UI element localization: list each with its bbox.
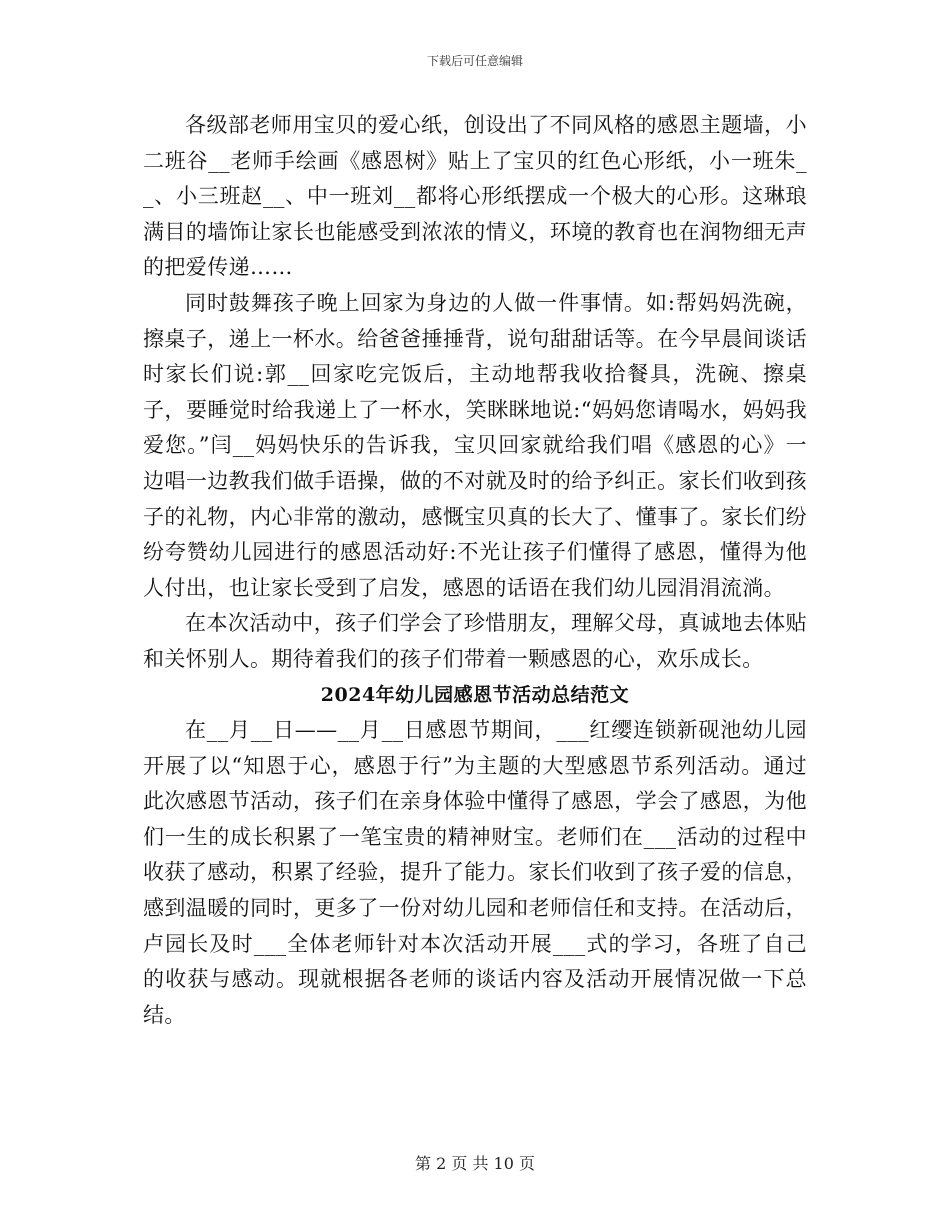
- paragraph-theme-wall: 各级部老师用宝贝的爱心纸，创设出了不同风格的感恩主题墙，小二班谷__老师手绘画《感恩树》贴上了宝贝的红色心形纸，小一班朱__、小三班赵__、中一班刘__都将心形纸摆成一个极大的心形。这琳琅满目的墙饰让家长也能感受到浓浓的情义，环境的教育也在润物细无声的把爱传递……: [143, 113, 807, 280]
- paragraph-conclusion: 在本次活动中，孩子们学会了珍惜朋友，理解父母，真诚地去体贴和关怀别人。期待着我们的孩子们带着一颗感恩的心，欢乐成长。: [143, 611, 807, 671]
- paragraph-summary-intro: 在__月__日——__月__日感恩节期间，___红缨连锁新砚池幼儿园开展了以“知恩于心，感恩于行”为主题的大型感恩节系列活动。通过此次感恩节活动，孩子们在亲身体验中懂得了感恩，学会了感恩，为他们一生的成长积累了一笔宝贵的精神财宝。老师们在___活动的过程中收获了感动，积累了经验，提升了能力。家长们收到了孩子爱的信息，感到温暖的同时，更多了一份对幼儿园和老师信任和支持。在活动后，卢园长及时___全体老师针对本次活动开展___式的学习，各班了自己的收获与感动。现就根据各老师的谈话内容及活动开展情况做一下总结。: [143, 718, 807, 1027]
- section-title: 2024年幼儿园感恩节活动总结范文: [320, 683, 630, 706]
- page-header: 下载后可任意编辑: [426, 54, 523, 68]
- page-number: 第 2 页 共 10 页: [415, 1154, 535, 1173]
- paragraph-home-tasks: 同时鼓舞孩子晚上回家为身边的人做一件事情。如:帮妈妈洗碗，擦桌子，递上一杯水。给爸爸捶捶背，说句甜甜话等。在今早晨间谈话时家长们说:郭__回家吃完饭后，主动地帮我收拾餐具，洗碗、擦桌子，要睡觉时给我递上了一杯水，笑眯眯地说:“妈妈您请喝水，妈妈我爱您。”闫__妈妈快乐的告诉我，宝贝回家就给我们唱《感恩的心》一边唱一边教我们做手语操，做的不对就及时的给予纠正。家长们收到孩子的礼物，内心非常的激动，感慨宝贝真的长大了、懂事了。家长们纷纷夸赞幼儿园进行的感恩活动好:不光让孩子们懂得了感恩，懂得为他人付出，也让家长受到了启发，感恩的话语在我们幼儿园涓涓流淌。: [143, 290, 807, 600]
- document-body: [143, 108, 807, 1033]
